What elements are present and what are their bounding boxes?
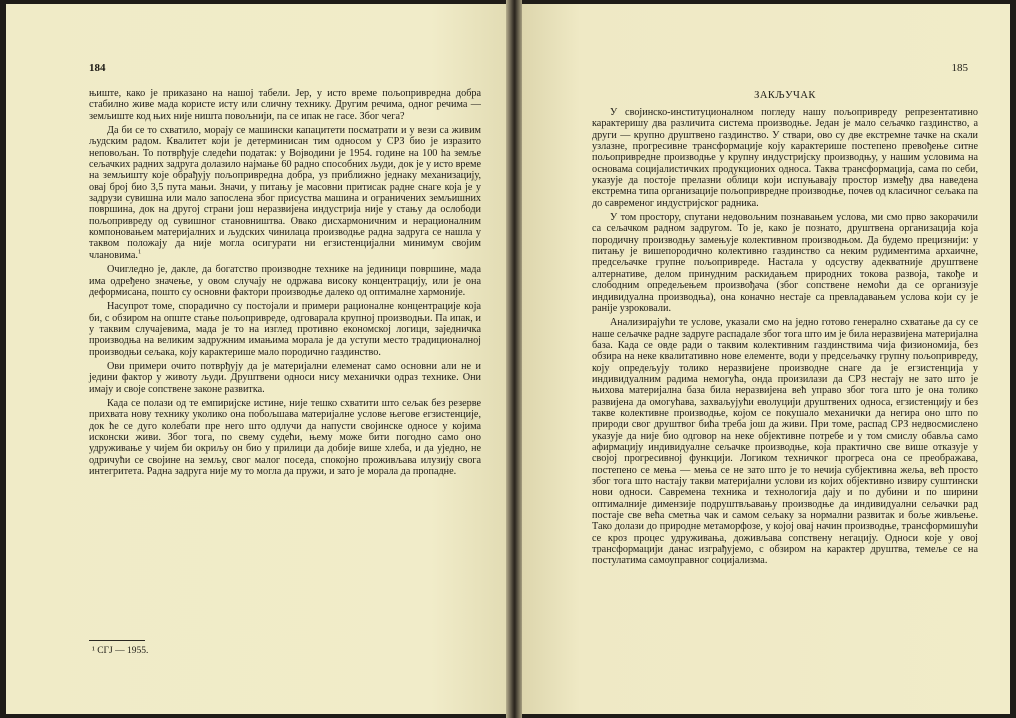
left-page (6, 4, 506, 714)
page-number: 184 (89, 62, 106, 74)
right-page (522, 4, 1010, 714)
page-number: 185 (951, 62, 968, 74)
paragraph: њиште, како је приказано на нашој табели. Јер, у исто време пољопривредна добра стабилно живе мада користе исту или сличну технику. Другим речима, одног речима — земљиште код њих није ништа повољнији, па се ипак не гасе. Због чега? (89, 88, 481, 122)
right-page-body (592, 107, 978, 570)
left-page-body (89, 88, 481, 480)
paragraph: У својинско-институционалном погледу нашу пољопривреду репрезентативно карактеришу два различита система производње. Један је мало сељачко газдинство, а други — крупно друштвено газдинство. У ствари, ово су две екстремне тачке на скали узлазне, прогресивне трансформације коју карактерише постепено превођење ситне пољопривредне производње у крупну индустријску производњу, у нашим условима на основама социјалистичких продукционих односа. Таква трансформација, сама по себи, указује да постоје прелазни облици који испуњавају простор између два наведена екстремна типа организације пољопривредне производње, почев од класичног сељака па до савременог индустријског радника. (592, 107, 978, 209)
paragraph: Анализирајући те услове, указали смо на једно готово генерално схватање да су се наше сељачке радне задруге распадале због тога што им је била неразвијена материјална база. Када се овде ради о таквим колективним газдинствима чија физиономија, без обзира на неке квалитативно нове елементе, води у предсељачку групну пољопривреду, коју опредељују толико неразвијене производне снаге да је егзистенција у индивидуалним радима немогућа, онда произилази да СРЗ нестају не зато што је њихова материјална база била неразвијена већ управо због тога што је она толико развијена да омогућава, захваљујући еволуцији друштвених односа, егзистенцију и без такве колективне производње, којом се покушало механички да негира оно што по природи свог друштвог бића треба још да живи. При томе, распад СРЗ недвосмислено указује да није био одговор на неке објективне потребе и у том смислу обавља само афирмацију индивидуалне сељачке производње, која практично све више отказује у својој прогресивној функцији. Логиком техничког прогреса она се преображава, постепено се мења — мења се не зато што је то нечија субјективна жеља, већ просто због тога што настају такви материјални услови из којих објективно извиру суштински нови односи. Савремена техника и технологија дају и по дубини и по ширини оптималније димензије подруштвљавању производње да индивидуални сељачки рад постаје све већа сметња чак и самом сељаку за нормални развитак и боље живљење. Тако долази до природне метаморфозе, у којој овај начин производње, трансформишући се кроз процес удруживања, доживљава сопствену негацију. Односи које у овој трансформацији данас изграђујемо, с обзиром на карактер друштва, темеље се на постулатима самоуправног социјализма. (592, 317, 978, 567)
paragraph: Када се полази од те емпиријске истине, није тешко схватити што сељак без резерве прихвата нову технику уколико она побољшава материјалне услове његове егзистенције, док ће се дуго колебати пре него што одлучи да напусти својинске односе у којима исконски живи. Због тога, по свему судећи, њему може бити погодно само оно удруживање у чијем би окриљу он био у прилици да добије више хлеба, и да уједно, не одричући се својине на земљу, свог малог поседа, спокојно проживљава илузију свога интегритета. Радна задруга није му то могла да пружи, и зато је морала да пропадне. (89, 397, 481, 477)
paragraph: Насупрот томе, спорадично су постојали и примери рационалне концентрације која би, с обзиром на опште стање пољопривреде, одговарала крупној производњи. Па ипак, и у таквим случајевима, мада је то на изглед противно економској логици, заједничка производња на великим задружним имањима морала је да уступи место традиционалној производњи сељака, коју карактерише мало породично газдинство. (89, 301, 481, 358)
paragraph: У том простору, спутани недовољним познавањем услова, ми смо прво закорачили са сељачком радном задругом. То је, како је познато, друштвена организација која породичну производњу замењује колективном производњом. Да будемо прецизнији: у питању је вишепородично колективно газдинство са неким рудиментима архаичне, предсељачке групне пољопривреде. Настала у одсуству адекватније друштвене алтернативе, делом принудним раскидањем природних токова развоја, такође и слободним опредељењем произвођача (због сопствене немоћи да се организује индивидуална производња), она коначно нестаје са превладавањем услова који су је ранije узроковали. (592, 212, 978, 314)
paragraph: Да би се то схватило, морају се машински капацитети посматрати и у вези са живим људским радом. Квалитет који је детерминисан тим односом у СРЗ био је изразито неповољан. То потврђује следећи податак: у Војводини је 1954. године на 100 ha земље сељачких радних задруга долазило најмање 60 радно способних људи, док је у исто време на земљишту које обрађују пољопривредна добра, уз приближно једнаку механизацију, овај број био 3,5 пута мањи. Значи, у питању је масовни притисак радне снаге која је у задрузи сувишна или мало запослена због присуства машина и ограничених земљишних површина, док на другој страни још неразвијена индустрија није у стању да ослободи пољопривреду од сувишног становништва. Овако дисхармоничним и нерационалним компоновањем материјалних и људских чинилаца производње радна задруга се нашла у таквом положају да није могла осигурати ни егзистенцијални минимум својим члановима.$^1$ (89, 125, 481, 261)
book-gutter (506, 0, 522, 718)
footnote-marker: 1 (137, 248, 142, 256)
paragraph: Ови примери очито потврђују да је материјални елеменат само основни али не и једини фактор у животу људи. Друштвени односи нису механички одраз технике. Они имају и своје сопствене законе развитка. (89, 360, 481, 395)
chapter-title: ЗАКЉУЧАК (754, 90, 816, 101)
paragraph: Очигледно је, дакле, да богатство производне технике на јединици површине, мада има одређено значење, у овом случају не одржава високу концентрацију, или је она деформисана, пошто су основни фактори производње далеко од оптималне хармоније. (89, 264, 481, 298)
footnote-divider (89, 640, 145, 641)
footnote: ¹ СГЈ — 1955. (92, 646, 149, 656)
